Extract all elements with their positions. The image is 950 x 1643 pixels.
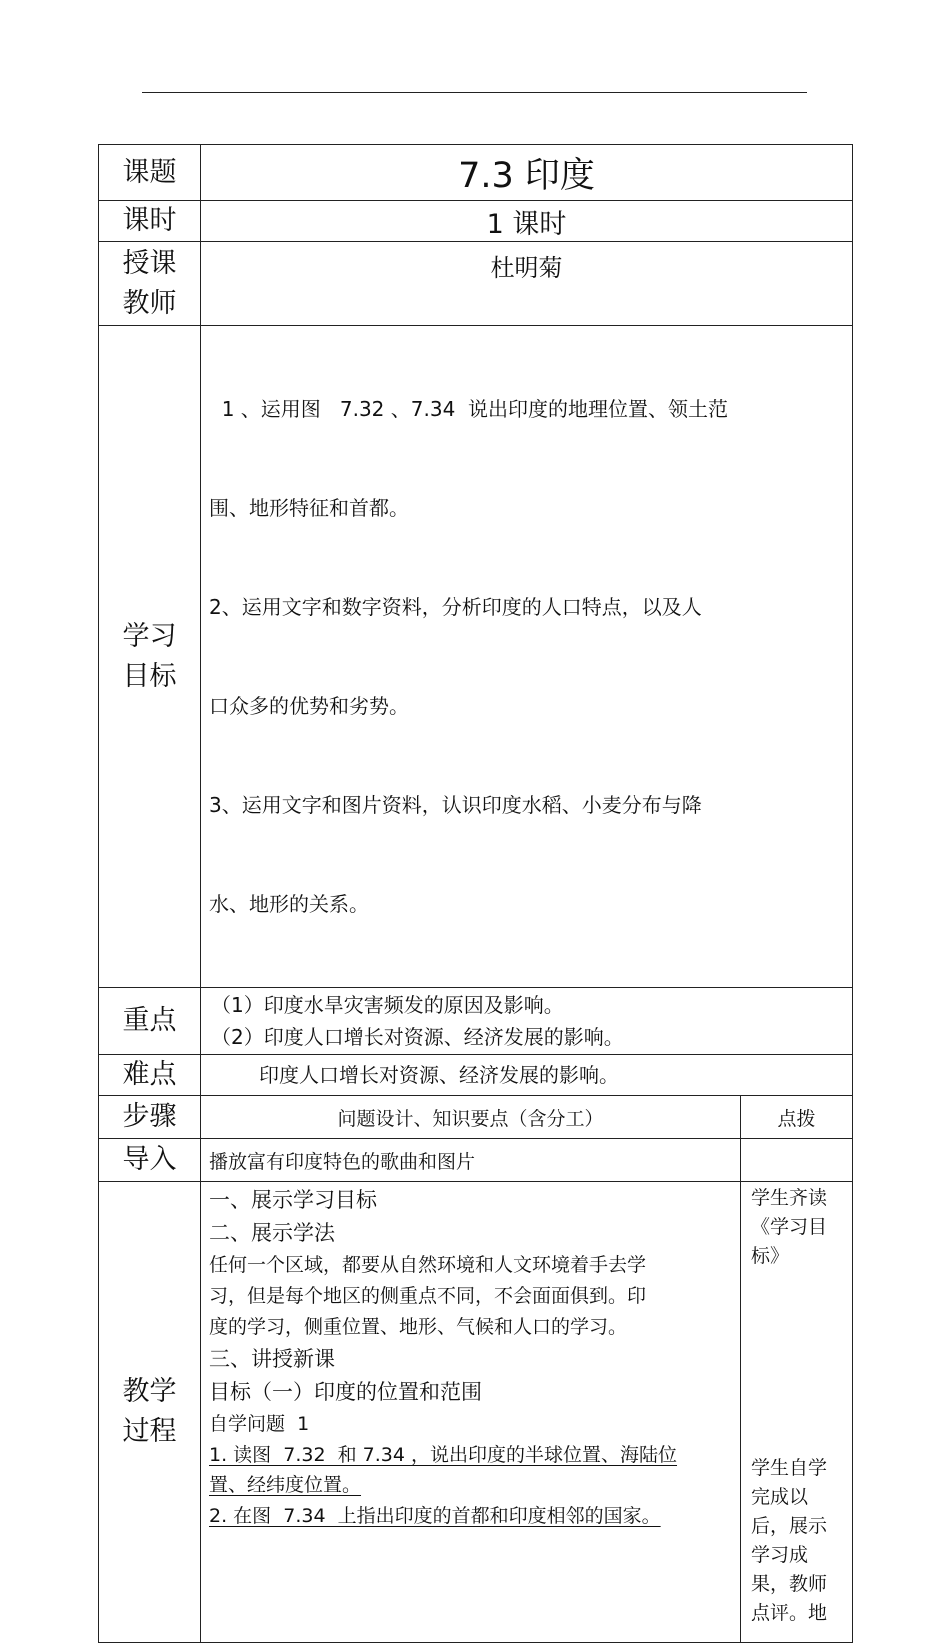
process-line: 三、讲授新课 xyxy=(209,1347,335,1371)
hint-line: 标》 xyxy=(751,1245,790,1267)
teacher-value: 杜明菊 xyxy=(201,242,853,326)
label-key: 重点 xyxy=(99,988,201,1055)
process-line: 习，但是每个地区的侧重点不同，不会面面俱到。印 xyxy=(209,1285,647,1307)
label-intro: 导入 xyxy=(99,1139,201,1182)
row-goals xyxy=(99,326,853,988)
row-intro xyxy=(99,1139,853,1182)
row-topic xyxy=(99,145,853,201)
header-design: 问题设计、知识要点（含分工） xyxy=(201,1096,741,1139)
row-teacher xyxy=(99,242,853,326)
label-difficulty: 难点 xyxy=(99,1055,201,1096)
process-line: 目标（一）印度的位置和范围 xyxy=(209,1380,482,1404)
difficulty-value: 印度人口增长对资源、经济发展的影响。 xyxy=(201,1055,853,1096)
goal-line: 2、运用文字和数字资料，分析印度的人口特点，以及人 xyxy=(209,595,702,619)
question-2: 2. 在图 7.34 上指出印度的首都和印度相邻的国家。 xyxy=(209,1505,661,1527)
hint-line: 《学习目 xyxy=(751,1216,828,1238)
hint-line: 学生齐读 xyxy=(751,1187,828,1209)
hint-line: 学生自学 xyxy=(751,1457,828,1479)
row-hours xyxy=(99,201,853,242)
key-point-line: （1）印度水旱灾害频发的原因及影响。 xyxy=(211,993,564,1017)
question-1-line2: 置、经纬度位置。 xyxy=(209,1474,362,1496)
label-process-line1: 教学 xyxy=(122,1376,177,1407)
goals-content xyxy=(201,326,853,988)
process-line: 二、展示学法 xyxy=(209,1221,335,1245)
hint-line: 果，教师 xyxy=(751,1573,828,1595)
label-goals xyxy=(99,326,201,988)
label-goals-line2: 目标 xyxy=(122,660,177,692)
hint-line: 后，展示 xyxy=(751,1515,828,1537)
label-hours: 课时 xyxy=(99,201,201,242)
intro-hint-empty xyxy=(741,1139,853,1182)
row-key-points xyxy=(99,988,853,1055)
hint-spacer xyxy=(751,1271,848,1454)
process-line: 任何一个区域，都要从自然环境和人文环境着手去学 xyxy=(209,1254,647,1276)
process-line: 一、展示学习目标 xyxy=(209,1188,377,1212)
key-points-content xyxy=(201,988,853,1055)
row-difficulty xyxy=(99,1055,853,1096)
label-topic: 课题 xyxy=(99,145,201,201)
process-line: 度的学习，侧重位置、地形、气候和人口的学习。 xyxy=(209,1316,628,1338)
label-steps: 步骤 xyxy=(99,1096,201,1139)
goal-line: 口众多的优势和劣势。 xyxy=(209,694,409,718)
header-hint: 点拨 xyxy=(741,1096,853,1139)
header-rule xyxy=(142,92,807,93)
process-line: 自学问题 1 xyxy=(209,1413,310,1435)
goal-line: 围、地形特征和首都。 xyxy=(209,496,409,520)
label-process-line2: 过程 xyxy=(122,1416,177,1447)
label-goals-line1: 学习 xyxy=(122,620,177,652)
label-process xyxy=(99,1182,201,1643)
goal-line: 水、地形的关系。 xyxy=(209,892,369,916)
hint-line: 完成以 xyxy=(751,1486,809,1508)
topic-value: 7.3 印度 xyxy=(201,145,853,201)
label-teacher xyxy=(99,242,201,326)
goal-line: 1 、运用图 7.32 、7.34 说出印度的地理位置、领土范 xyxy=(209,397,729,421)
row-steps-header xyxy=(99,1096,853,1139)
goal-line: 3、运用文字和图片资料，认识印度水稻、小麦分布与降 xyxy=(209,793,702,817)
lesson-plan-table xyxy=(98,144,853,1643)
hint-line: 点评。地 xyxy=(751,1602,828,1624)
hint-line: 学习成 xyxy=(751,1544,809,1566)
process-hints xyxy=(741,1182,853,1643)
process-content xyxy=(201,1182,741,1643)
key-point-line: （2）印度人口增长对资源、经济发展的影响。 xyxy=(211,1025,624,1049)
question-1-line1: 1. 读图 7.32 和 7.34 ，说出印度的半球位置、海陆位 xyxy=(209,1444,678,1466)
hours-value: 1 课时 xyxy=(201,201,853,242)
label-teacher-line1: 授课 xyxy=(122,247,177,279)
row-process xyxy=(99,1182,853,1643)
label-teacher-line2: 教师 xyxy=(122,287,177,319)
intro-value: 播放富有印度特色的歌曲和图片 xyxy=(201,1139,741,1182)
